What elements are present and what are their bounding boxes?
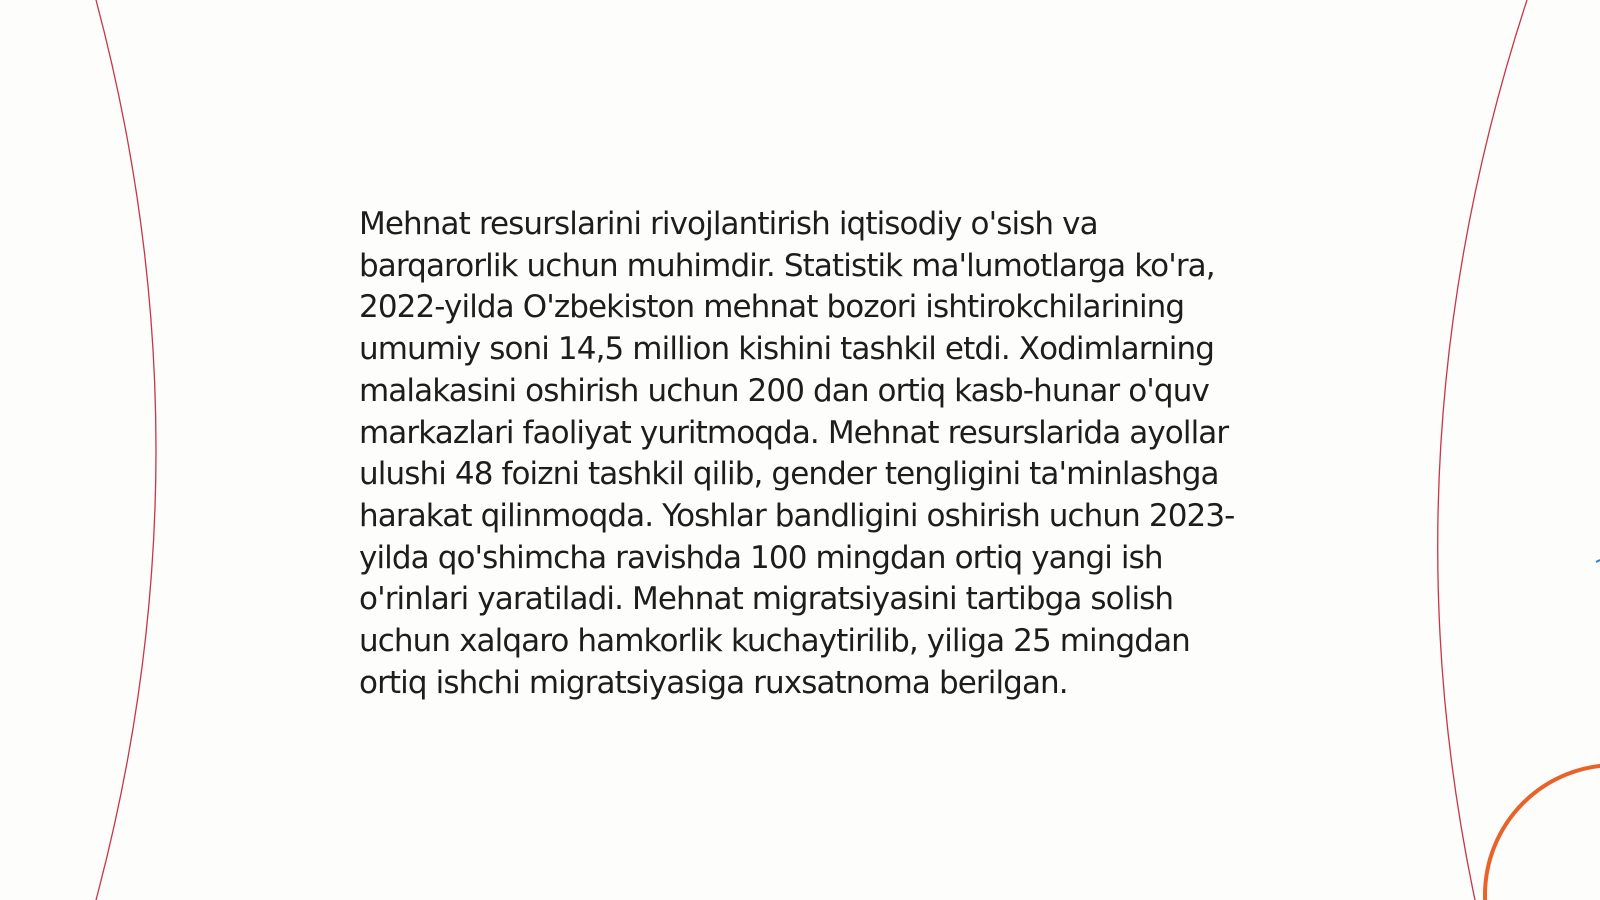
body-paragraph: Mehnat resurslarini rivojlantirish iqtisodiy o'sish va barqarorlik uchun muhimdir. Statistik ma'lumotlarga ko'ra, 2022-yilda O'zbekiston mehnat bozori ishtirokchilarining umumiy soni 14,5 million kishini tashkil etdi. Xodimlarning malakasini oshirish uchun 200 dan ortiq kasb-hunar o'quv markazlari faoliyat yuritmoqda. Mehnat resurslarida ayollar ulushi 48 foizni tashkil qilib, gender tengligini ta'minlashga harakat qilinmoqda. Yoshlar bandligini oshirish uchun 2023-yilda qo'shimcha ravishda 100 mingdan ortiq yangi ish o'rinlari yaratiladi. Mehnat migratsiyasini tartibga solish uchun xalqaro hamkorlik kuchaytirilib, yiliga 25 mingdan ortiq ishchi migratsiyasiga ruxsatnoma berilgan. — [359, 206, 1235, 701]
blue-mark — [1596, 560, 1600, 562]
orange-circle-arc — [1485, 765, 1600, 900]
left-arc — [96, 0, 156, 900]
right-arc — [1438, 0, 1527, 900]
